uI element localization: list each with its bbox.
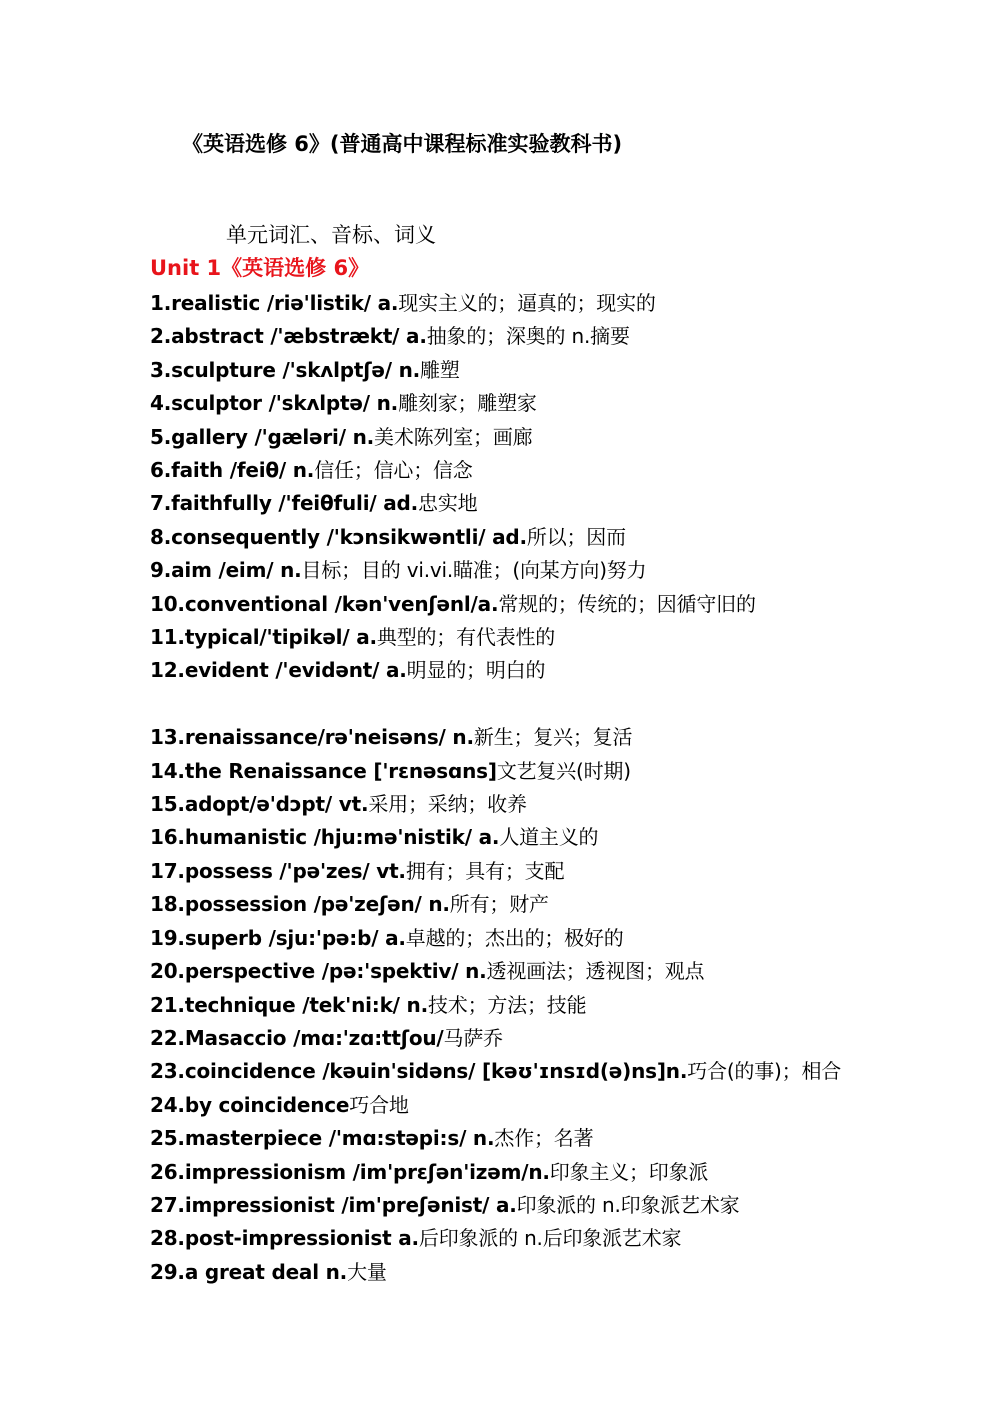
- vocab-item: [150, 554, 850, 587]
- vocab-meaning: 抽象的；深奥的 n.摘要: [426, 324, 630, 349]
- vocab-meaning: 拥有；具有；支配: [405, 858, 565, 883]
- vocab-item: [150, 521, 850, 554]
- vocab-meaning: 巧合(的事)；相合: [687, 1059, 842, 1084]
- unit-heading: Unit 1《英语选修 6》: [150, 256, 370, 280]
- vocab-item: [150, 387, 850, 420]
- vocab-item: [150, 955, 850, 988]
- vocab-term: 7.faithfully /'feiθfuli/ ad.: [150, 491, 419, 516]
- vocab-meaning: 透视画法；透视图；观点: [486, 959, 705, 984]
- vocab-meaning: 信任；信心；信念: [314, 458, 473, 483]
- vocab-meaning: 常规的；传统的；因循守旧的: [498, 591, 756, 616]
- vocab-item: [150, 1222, 850, 1255]
- vocab-term: 4.sculptor /'skʌlptə/ n.: [150, 391, 399, 416]
- vocab-meaning: 目标；目的 vi.vi.瞄准；(向某方向)努力: [301, 558, 647, 583]
- vocab-meaning: 美术陈列室；画廊: [374, 424, 533, 449]
- vocab-item: [150, 755, 850, 788]
- document-title: 《英语选修 6》(普通高中课程标准实验教科书): [182, 132, 623, 156]
- vocab-item: [150, 821, 850, 854]
- vocab-item: [150, 621, 850, 654]
- vocab-meaning: 文艺复兴(时期): [496, 758, 631, 783]
- vocab-item: [150, 1189, 850, 1222]
- vocab-term: 1.realistic /riə'listik/ a.: [150, 291, 399, 315]
- vocab-meaning: 卓越的；杰出的；极好的: [405, 925, 624, 950]
- vocab-meaning: 印象主义；印象派: [549, 1159, 709, 1184]
- vocab-meaning: 明显的；明白的: [406, 658, 546, 683]
- vocab-term: 21.technique /tek'ni:k/ n.: [150, 992, 428, 1017]
- vocab-term: 19.superb /sju:'pə:b/ a.: [150, 925, 406, 950]
- vocab-term: 5.gallery /'gæləri/ n.: [150, 424, 375, 449]
- vocab-meaning: 雕刻家；雕塑家: [398, 391, 537, 416]
- vocab-term: 20.perspective /pə:'spektiv/ n.: [150, 959, 487, 984]
- vocab-meaning: 新生；复兴；复活: [473, 725, 633, 750]
- vocab-meaning: 后印象派的 n.后印象派艺术家: [418, 1226, 682, 1251]
- vocab-item: [150, 487, 850, 520]
- vocab-term: 23.coincidence /kəuin'sidəns/ [kəʊ'ɪnsɪd(ə)ns]n.: [150, 1059, 688, 1084]
- vocab-term: 3.sculpture /'skʌlptʃə/ n.: [150, 357, 421, 382]
- vocab-item: [150, 354, 850, 387]
- vocab-term: 29.a great deal n.: [150, 1259, 348, 1284]
- vocab-item: [150, 454, 850, 487]
- vocab-item: [150, 320, 850, 353]
- vocab-meaning: 人道主义的: [499, 825, 599, 850]
- vocab-item: [150, 421, 850, 454]
- vocab-term: 16.humanistic /hju:mə'nistik/ a.: [150, 825, 500, 850]
- vocab-term: 24.by coincidence: [150, 1092, 350, 1117]
- vocab-term: 6.faith /feiθ/ n.: [150, 458, 315, 483]
- vocab-term: 2.abstract /'æbstrækt/ a.: [150, 324, 427, 349]
- vocab-meaning: 所以；因而: [526, 524, 626, 549]
- vocab-term: 13.renaissance/rə'neisəns/ n.: [150, 725, 474, 750]
- vocab-meaning: 巧合地: [349, 1092, 409, 1117]
- vocab-term: 10.conventional /kən'venʃənl/a.: [150, 591, 499, 616]
- vocab-term: 25.masterpiece /'mɑ:stəpi:s/ n.: [150, 1126, 495, 1151]
- vocab-term: 22.Masaccio /mɑ:'zɑ:ttʃou/: [150, 1025, 444, 1050]
- vocab-item: [150, 1089, 850, 1122]
- vocab-term: 27.impressionist /im'preʃənist/ a.: [150, 1192, 517, 1217]
- vocab-term: 11.typical/'tipikəl/ a.: [150, 625, 377, 650]
- vocab-meaning: 忠实地: [418, 491, 478, 516]
- vocab-item: [150, 1122, 850, 1155]
- vocab-term: 8.consequently /'kɔnsikwəntli/ ad.: [150, 524, 527, 549]
- vocab-item: [150, 922, 850, 955]
- vocab-term: 12.evident /'evidənt/ a.: [150, 658, 407, 683]
- vocab-term: 15.adopt/ə'dɔpt/ vt.: [150, 792, 369, 817]
- section-heading: 单元词汇、音标、词义: [226, 223, 436, 247]
- vocab-item: [150, 287, 850, 320]
- vocab-meaning: 采用；采纳；收养: [368, 792, 527, 817]
- vocab-list: [150, 287, 850, 1289]
- vocab-item: [150, 989, 850, 1022]
- vocab-item: [150, 721, 850, 754]
- vocab-meaning: 印象派的 n.印象派艺术家: [516, 1192, 740, 1217]
- vocab-meaning: 大量: [347, 1259, 387, 1284]
- vocab-item: [150, 788, 850, 821]
- vocab-item: [150, 888, 850, 921]
- blank-line: [150, 688, 850, 721]
- vocab-term: 28.post-impressionist a.: [150, 1226, 419, 1251]
- vocab-item: [150, 1256, 850, 1289]
- vocab-meaning: 典型的；有代表性的: [376, 625, 556, 650]
- vocab-meaning: 技术；方法；技能: [427, 992, 587, 1017]
- vocab-meaning: 马萨乔: [443, 1025, 503, 1050]
- vocab-meaning: 杰作；名著: [494, 1126, 594, 1151]
- vocab-meaning: 雕塑: [420, 357, 460, 382]
- vocab-item: [150, 654, 850, 687]
- vocab-item: [150, 1055, 850, 1088]
- vocab-term: 9.aim /eim/ n.: [150, 558, 302, 583]
- vocab-item: [150, 1156, 850, 1189]
- vocab-meaning: 现实主义的；逼真的；现实的: [398, 291, 656, 315]
- vocab-item: [150, 588, 850, 621]
- vocab-term: 17.possess /'pə'zes/ vt.: [150, 858, 406, 883]
- vocab-item: [150, 1022, 850, 1055]
- vocab-meaning: 所有；财产: [449, 892, 549, 917]
- vocab-term: 14.the Renaissance ['rɛnəsɑns]: [150, 758, 497, 783]
- vocab-item: [150, 855, 850, 888]
- vocab-term: 26.impressionism /im'prɛʃən'izəm/n.: [150, 1159, 550, 1184]
- vocab-term: 18.possession /pə'zeʃən/ n.: [150, 892, 450, 917]
